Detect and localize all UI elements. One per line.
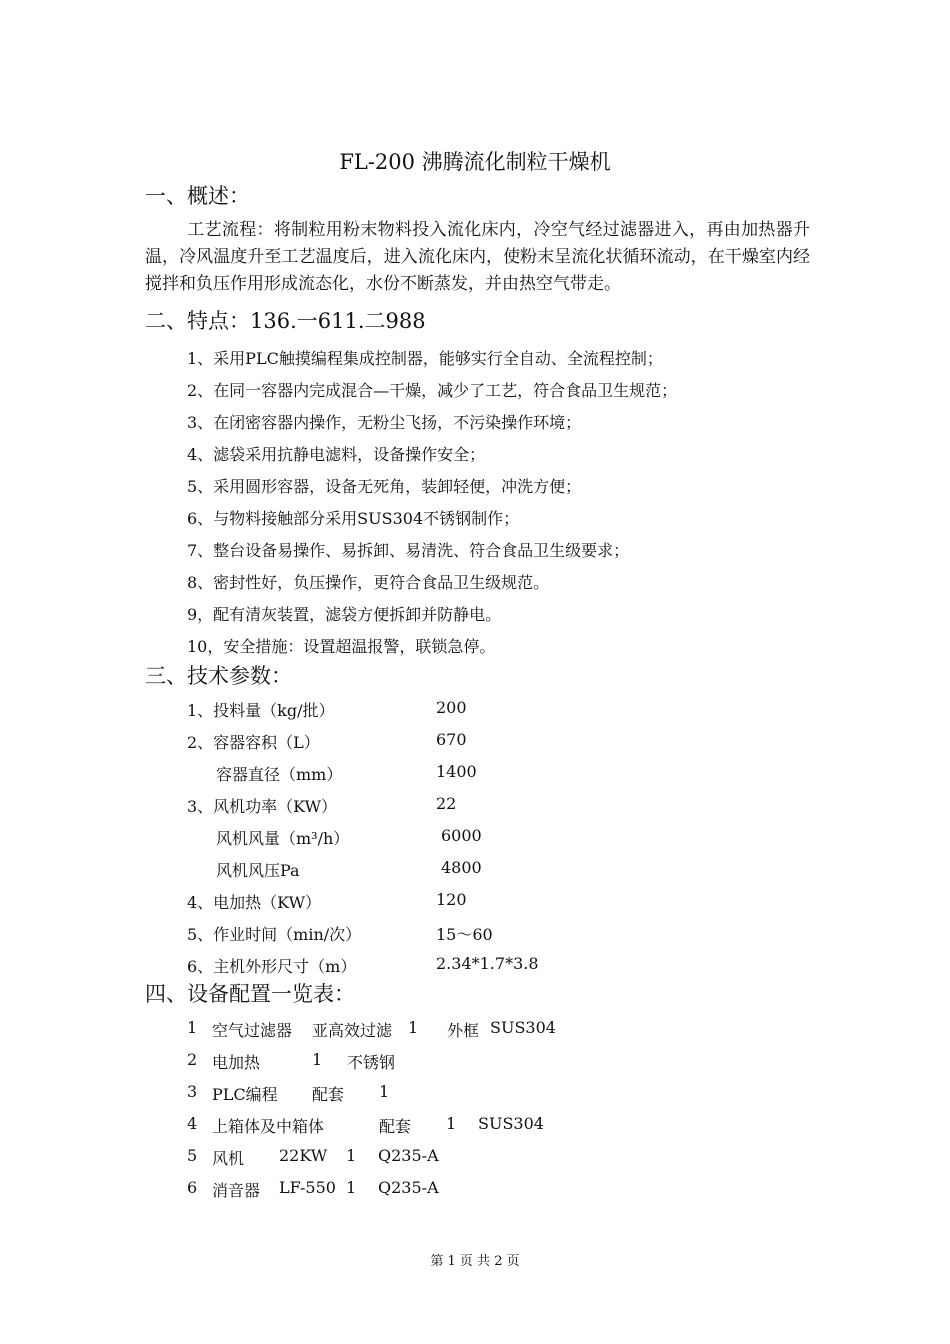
equip-no: 4 bbox=[187, 1114, 198, 1133]
equip-material: 外框 bbox=[447, 1021, 480, 1040]
feature-item: 7、整台设备易操作、易拆卸、易清洗、符合食品卫生级要求； bbox=[187, 541, 630, 560]
param-label: 4、电加热（KW） bbox=[187, 893, 322, 912]
param-value: 200 bbox=[436, 698, 467, 717]
feature-item: 9，配有清灰装置，滤袋方便拆卸并防静电。 bbox=[187, 605, 502, 624]
equip-name: 电加热 bbox=[212, 1053, 261, 1072]
equip-material: Q235-A bbox=[378, 1178, 439, 1197]
param-value: 6000 bbox=[441, 826, 482, 845]
equip-material-extra: SUS304 bbox=[490, 1018, 556, 1037]
feature-item: 5、采用圆形容器，设备无死角，装卸轻便，冲洗方便； bbox=[187, 477, 582, 496]
page-title: FL-200 沸腾流化制粒干燥机 bbox=[339, 150, 611, 174]
param-value: 2.34*1.7*3.8 bbox=[436, 954, 539, 973]
equip-qty: 1 bbox=[446, 1114, 457, 1133]
equip-spec: 配套 bbox=[379, 1117, 412, 1136]
equip-no: 3 bbox=[187, 1082, 198, 1101]
equip-material: 不锈钢 bbox=[347, 1053, 396, 1072]
section-heading-tech-params: 三、技术参数： bbox=[145, 664, 292, 688]
equip-qty: 1 bbox=[346, 1178, 357, 1197]
param-label: 2、容器容积（L） bbox=[187, 733, 320, 752]
param-value: 22 bbox=[436, 794, 457, 813]
section-heading-features: 二、特点：136.一611.二988 bbox=[145, 309, 426, 333]
equip-qty: 1 bbox=[312, 1050, 323, 1069]
equip-material: SUS304 bbox=[478, 1114, 544, 1133]
param-value: 15～60 bbox=[436, 925, 493, 944]
param-label: 3、风机功率（KW） bbox=[187, 797, 338, 816]
overview-text: 工艺流程：将制粒用粉末物料投入流化床内，冷空气经过滤器进入，再由加热器升温，冷风温度升至工艺温度后，进入流化床内，使粉末呈流化状循环流动，在干燥室内经搅拌和负压作用形成流态化，水份不断蒸发，并由热空气带走。 bbox=[145, 220, 810, 294]
param-value: 120 bbox=[436, 890, 467, 909]
equip-name: 消音器 bbox=[212, 1181, 261, 1200]
page-footer: 第 1 页 共 2 页 bbox=[430, 1254, 520, 1269]
equip-spec: 22KW bbox=[279, 1146, 328, 1165]
param-label: 5、作业时间（min/次） bbox=[187, 925, 362, 944]
equip-spec: 配套 bbox=[312, 1085, 345, 1104]
param-value: 670 bbox=[436, 730, 467, 749]
equip-qty: 1 bbox=[379, 1082, 390, 1101]
feature-item: 1、采用PLC触摸编程集成控制器，能够实行全自动、全流程控制； bbox=[187, 349, 663, 368]
feature-item: 10，安全措施：设置超温报警，联锁急停。 bbox=[187, 637, 496, 656]
param-value: 1400 bbox=[436, 762, 477, 781]
feature-item: 3、在闭密容器内操作，无粉尘飞扬，不污染操作环境； bbox=[187, 413, 582, 432]
section-heading-overview: 一、概述： bbox=[145, 184, 250, 208]
param-label: 6、主机外形尺寸（m） bbox=[187, 957, 357, 976]
feature-item: 8、密封性好，负压操作，更符合食品卫生级规范。 bbox=[187, 573, 550, 592]
equip-qty: 1 bbox=[346, 1146, 357, 1165]
section-heading-equipment: 四、设备配置一览表： bbox=[145, 982, 355, 1006]
overview-paragraph bbox=[145, 217, 810, 298]
equip-name: PLC编程 bbox=[212, 1085, 278, 1104]
param-label: 风机风量（m³/h） bbox=[216, 829, 350, 848]
equip-no: 5 bbox=[187, 1146, 198, 1165]
equip-no: 6 bbox=[187, 1178, 198, 1197]
equip-qty: 1 bbox=[408, 1018, 419, 1037]
equip-name: 空气过滤器 bbox=[212, 1021, 293, 1040]
equip-spec: 亚高效过滤 bbox=[312, 1021, 393, 1040]
equip-spec: LF-550 bbox=[279, 1178, 336, 1197]
param-label: 风机风压Pa bbox=[216, 861, 300, 880]
equip-no: 1 bbox=[187, 1018, 198, 1037]
param-label: 1、投料量（kg/批） bbox=[187, 701, 335, 720]
feature-item: 4、滤袋采用抗静电滤料，设备操作安全； bbox=[187, 445, 486, 464]
feature-item: 6、与物料接触部分采用SUS304不锈钢制作； bbox=[187, 509, 520, 528]
feature-item: 2、在同一容器内完成混合—干燥，减少了工艺，符合食品卫生规范； bbox=[187, 381, 678, 400]
equip-no: 2 bbox=[187, 1050, 198, 1069]
param-value: 4800 bbox=[441, 858, 482, 877]
equip-material: Q235-A bbox=[378, 1146, 439, 1165]
equip-name: 上箱体及中箱体 bbox=[212, 1117, 325, 1136]
param-label: 容器直径（mm） bbox=[216, 765, 343, 784]
equip-name: 风机 bbox=[212, 1149, 245, 1168]
